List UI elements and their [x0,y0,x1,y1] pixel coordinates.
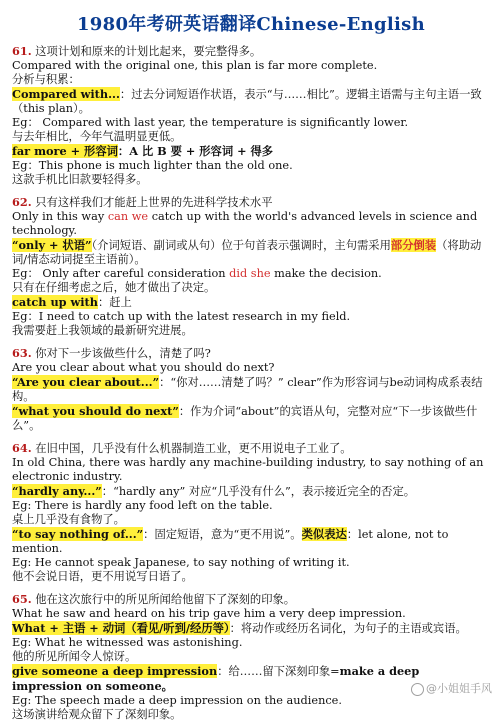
note-text: ：A 比 B 要 + 形容词 + 得多 [117,144,274,158]
phrase-note [12,404,490,433]
watermark-icon [411,683,424,696]
watermark-text: @小姐姐手风 [426,682,492,695]
english-text: catch up with the world's advanced levels in science and technology. [12,210,478,237]
highlight-phrase: “Are you clear about...” [12,375,160,389]
chinese-text: 只有这样我们才能赶上世界的先进科学技术水平 [35,196,273,209]
note-text: ：给……留下深刻印象= [217,665,340,678]
entry-number: 65. [12,592,32,606]
example-english: Eg: What he witnessed was astonishing. [12,636,243,649]
chinese-text: 他在这次旅行中的所见所闻给他留下了深刻的印象。 [35,593,296,606]
phrase-note [12,295,490,310]
highlight-phrase: “to say nothing of...” [12,527,144,541]
note-text: （介词短语、副词或从句）位于句首表示强调时，主句需采用 [91,239,391,252]
example-chinese: 桌上几乎没有食物了。 [12,513,125,526]
entry-number: 62. [12,195,32,209]
phrase-note [12,527,490,556]
highlight-phrase: 类似表达 [301,527,347,541]
note-text: ：“hardly any” 对应“几乎没有什么”，表示接近完全的否定。 [101,485,416,498]
phrase-note [12,621,490,636]
note-text: ：过去分词短语作状语，表示“与……相比”。逻辑主语需与主句主语一致（this plan）。 [12,88,482,115]
entry-number: 64. [12,441,32,455]
phrase-note [12,87,490,116]
highlight-phrase: “only + 状语” [12,238,92,252]
highlight-phrase: What + 主语 + 动词（看见/听到/经历等） [12,621,230,635]
note-text: （将助动词/情态动词提至主语前）。 [12,239,482,266]
example-chinese: 他不会说日语，更不用说写日语了。 [12,570,193,583]
entry-number: 61. [12,44,32,58]
entry-62 [12,195,490,338]
phrase-note [12,238,490,267]
highlight-phrase: catch up with [12,295,98,309]
note-text: ：作为介词“about”的宾语从句，完整对应“下一步该做些什么”。 [12,405,478,432]
chinese-text: 你对下一步该做些什么，清楚了吗? [35,347,211,360]
entry-63 [12,346,490,433]
example-english: Eg: There is hardly any food left on the table. [12,499,273,512]
note-text: make a deep impression on someone。 [12,664,420,693]
analysis-label: 分析与积累： [12,73,80,86]
example-english: Eg: He cannot speak Japanese, to say nothing of writing it. [12,556,350,569]
note-text: ：let alone, not to mention. [12,528,449,555]
english-translation: What he saw and heard on his trip gave him a very deep impression. [12,607,406,620]
chinese-text: 在旧中国，几乎没有什么机器制造工业，更不用说电子工业了。 [35,442,352,455]
example-english: Eg： Compared with last year, the temperature is significantly lower. [12,116,409,129]
inversion-highlight: can we [107,210,149,223]
entry-61 [12,44,490,187]
example-chinese: 与去年相比，今年气温明显更低。 [12,130,182,143]
example-english [12,267,490,281]
highlight-phrase: far more + 形容词 [12,144,118,158]
chinese-text: 这项计划和原来的计划比起来，要完整得多。 [35,45,262,58]
watermark [411,680,492,696]
english-translation [12,210,490,238]
example-chinese: 这款手机比旧款要轻得多。 [12,173,148,186]
english-translation: In old China, there was hardly any machine-building industry, to say nothing of an electronic industry. [12,456,484,483]
note-text: ：“你对……清楚了吗？” clear”作为形容词与be动词构成系表结构。 [12,376,483,403]
note-text: ：固定短语，意为“更不用说”。 [143,528,302,541]
entry-chinese [12,195,490,210]
english-text: Only in this way [12,210,108,223]
example-chinese: 我需要赶上我领域的最新研究进展。 [12,324,193,337]
inversion-highlight: she [250,267,271,280]
highlight-phrase: Compared with... [12,87,120,101]
page-title: 1980年考研英语翻译Chinese-English [76,14,426,35]
entry-chinese [12,592,490,607]
example-chinese: 他的所见所闻令人惊讶。 [12,650,137,663]
example-chinese: 只有在仔细考虑之后，她才做出了决定。 [12,281,216,294]
inversion-highlight: did [229,267,248,280]
phrase-note [12,375,490,404]
highlight-phrase: “hardly any...” [12,484,102,498]
entry-number: 63. [12,346,32,360]
phrase-note [12,144,490,159]
example-english: Eg：This phone is much lighter than the old one. [12,159,293,172]
english-text: make the decision. [270,267,382,280]
phrase-note [12,484,490,499]
english-translation: Compared with the original one, this plan is far more complete. [12,59,378,72]
example-chinese: 这场演讲给观众留下了深刻印象。 [12,708,182,721]
entry-chinese [12,44,490,59]
example-english: Eg：I need to catch up with the latest research in my field. [12,310,351,323]
english-translation: Are you clear about what you should do next? [12,361,275,374]
note-text: ：赶上 [97,296,132,309]
highlight-phrase: give someone a deep impression [12,664,218,678]
example-english: Eg: The speech made a deep impression on the audience. [12,694,342,707]
entry-chinese [12,441,490,456]
entry-65 [12,592,490,722]
note-text: ：将动作或经历名词化，为句子的主语或宾语。 [229,622,467,635]
english-text: Eg： Only after careful consideration [12,267,230,280]
entry-chinese [12,346,490,361]
entry-64 [12,441,490,584]
highlight-phrase: “what you should do next” [12,404,179,418]
highlight-phrase: 部分倒装 [390,238,437,252]
